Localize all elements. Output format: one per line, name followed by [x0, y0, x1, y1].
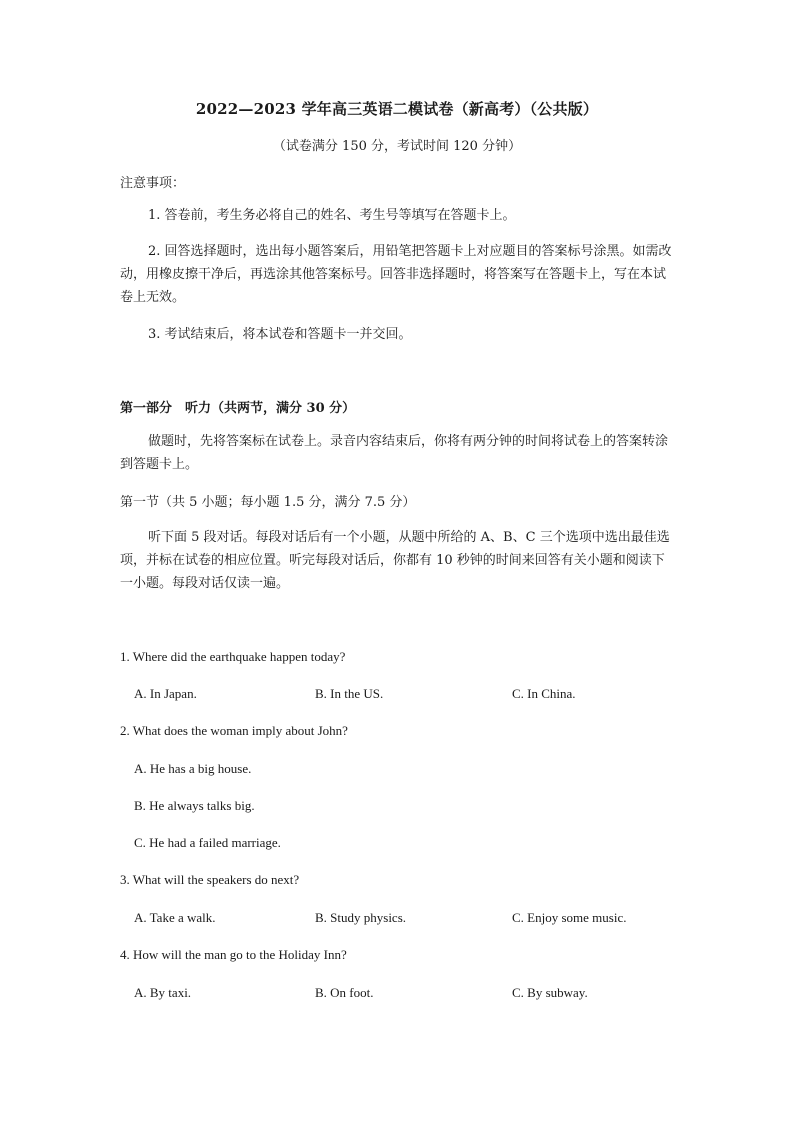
question-2-option-c: C. He had a failed marriage. — [134, 835, 281, 850]
note-item-3: 3. 考试结束后，将本试卷和答题卡一并交回。 — [148, 327, 412, 342]
notes-heading: 注意事项： — [120, 176, 186, 191]
part1-heading: 第一部分 听力（共两节，满分 30 分） — [120, 401, 356, 416]
question-4-stem: 4. How will the man go to the Holiday Inn? — [120, 947, 347, 962]
question-1-option-c: C. In China. — [512, 686, 576, 701]
question-2-option-b: B. He always talks big. — [134, 798, 255, 813]
question-3-option-b: B. Study physics. — [315, 910, 407, 925]
question-1-option-b: B. In the US. — [315, 686, 384, 701]
question-4-option-c: C. By subway. — [512, 985, 588, 1000]
question-1-option-a: A. In Japan. — [134, 686, 197, 701]
section1-heading: 第一节（共 5 小题；每小题 1.5 分，满分 7.5 分） — [120, 495, 416, 510]
exam-subtitle: （试卷满分 150 分，考试时间 120 分钟） — [272, 139, 522, 154]
section1-intro: 听下面 5 段对话。每段对话后有一个小题，从题中所给的 A、B、C 三个选项中选出最佳选项，并标在试卷的相应位置。听完每段对话后，你都有 10 秒钟的时间来回答有关小题和阅读下一小题。每段对话仅读一遍。 — [120, 530, 670, 591]
question-3-option-a: A. Take a walk. — [134, 910, 216, 925]
part1-intro: 做题时，先将答案标在试卷上。录音内容结束后，你将有两分钟的时间将试卷上的答案转涂到答题卡上。 — [120, 434, 669, 472]
question-4-option-b: B. On foot. — [315, 985, 374, 1000]
question-3-stem: 3. What will the speakers do next? — [120, 872, 300, 887]
exam-title: 2022—2023 学年高三英语二模试卷（新高考）（公共版） — [195, 100, 599, 118]
question-3-option-c: C. Enjoy some music. — [512, 910, 627, 925]
note-item-1: 1. 答卷前，考生务必将自己的姓名、考生号等填写在答题卡上。 — [148, 208, 516, 223]
question-2-stem: 2. What does the woman imply about John? — [120, 723, 348, 738]
note-item-2: 2. 回答选择题时，选出每小题答案后，用铅笔把答题卡上对应题目的答案标号涂黑。如需改动，用橡皮擦干净后，再选涂其他答案标号。回答非选择题时，将答案写在答题卡上，写在本试卷上无效。 — [120, 244, 672, 305]
question-4-option-a: A. By taxi. — [134, 985, 192, 1000]
question-1-stem: 1. Where did the earthquake happen today? — [120, 649, 346, 664]
question-2-option-a: A. He has a big house. — [134, 761, 252, 776]
